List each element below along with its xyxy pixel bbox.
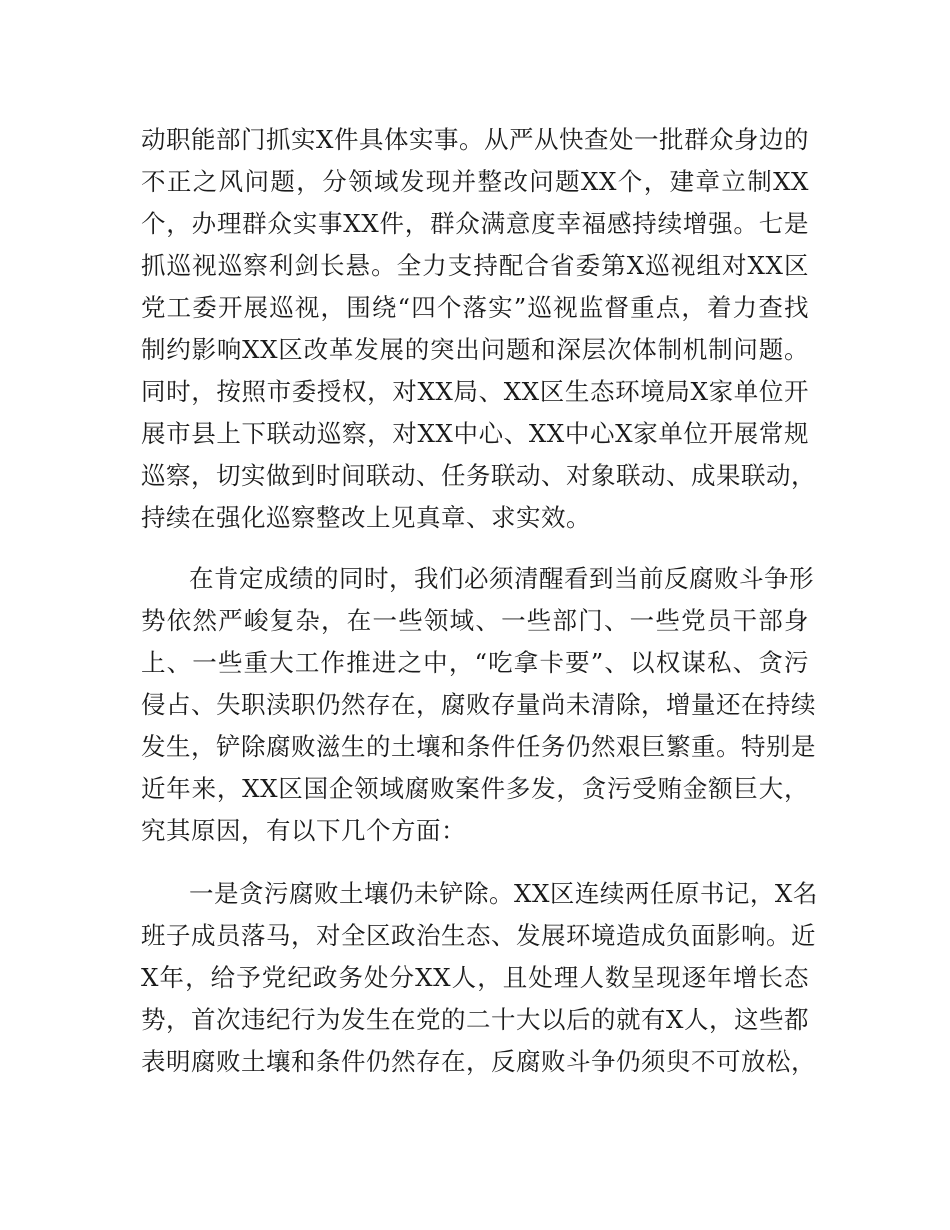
text-line: 不正之风问题，分领域发现并整改问题XX个，建章立制XX <box>141 167 809 196</box>
text-line: 巡察，切实做到时间联动、任务联动、对象联动、成果联动， <box>141 461 816 490</box>
text-line: 展市县上下联动巡察，对XX中心、XX中心X家单位开展常规 <box>141 419 809 448</box>
text-line: 同时，按照市委授权，对XX局、XX区生态环境局X家单位开 <box>141 377 809 406</box>
text-line: 上、一些重大工作推进之中，“吃拿卡要”、以权谋私、贪污 <box>141 648 809 677</box>
text-line: 个，办理群众实事XX件，群众满意度幸福感持续增强。七是 <box>141 209 809 238</box>
text-line: 近年来，XX区国企领域腐败案件多发，贪污受贿金额巨大， <box>141 774 809 803</box>
text-line: 制约影响XX区改革发展的突出问题和深层次体制机制问题。 <box>141 335 809 364</box>
text-line: 发生，铲除腐败滋生的土壤和条件任务仍然艰巨繁重。特别是 <box>141 732 816 761</box>
text-line: 动职能部门抓实X件具体实事。从严从快查处一批群众身边的 <box>141 125 809 154</box>
text-line: 势，首次违纪行为发生在党的二十大以后的就有X人，这些都 <box>141 1005 809 1034</box>
text-line: 持续在强化巡察整改上见真章、求实效。 <box>141 503 591 532</box>
paragraph-first-line: 在肯定成绩的同时，我们必须清醒看到当前反腐败斗争形 <box>189 564 814 593</box>
text-line: 党工委开展巡视，围绕“四个落实”巡视监督重点，着力查找 <box>141 293 809 322</box>
text-line: 抓巡视巡察利剑长悬。全力支持配合省委第X巡视组对XX区 <box>141 251 809 280</box>
paragraph-first-line: 一是贪污腐败土壤仍未铲除。XX区连续两任原书记，X名 <box>189 879 818 908</box>
text-line: 侵占、失职渎职仍然存在，腐败存量尚未清除，增量还在持续 <box>141 690 816 719</box>
text-line: 势依然严峻复杂，在一些领域、一些部门、一些党员干部身 <box>141 606 809 635</box>
text-line: 究其原因，有以下几个方面： <box>141 816 466 845</box>
text-line: 班子成员落马，对全区政治生态、发展环境造成负面影响。近 <box>141 921 816 950</box>
text-line: 表明腐败土壤和条件仍然存在，反腐败斗争仍须臾不可放松， <box>141 1047 816 1076</box>
text-line: X年，给予党纪政务处分XX人，且处理人数呈现逐年增长态 <box>141 963 809 992</box>
